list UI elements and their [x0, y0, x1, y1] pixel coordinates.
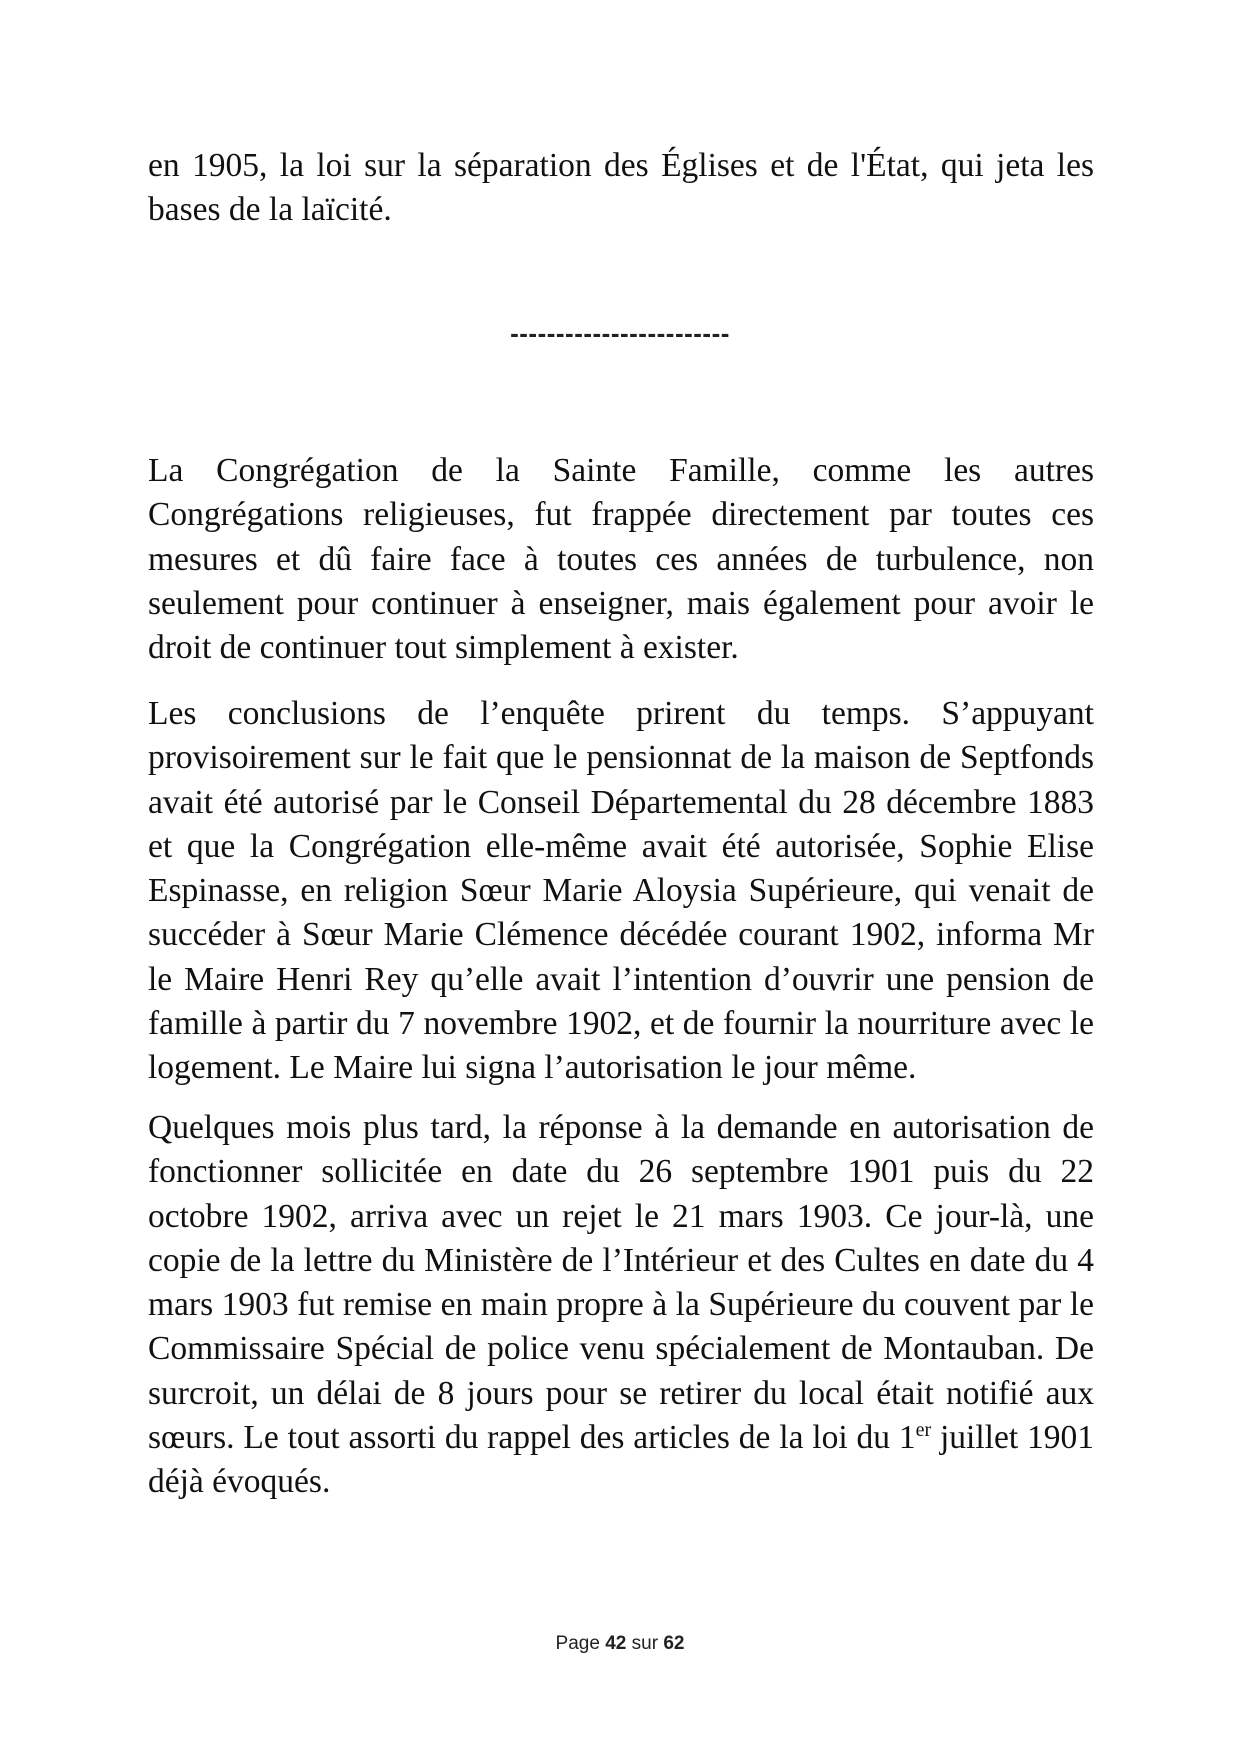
section-separator: ------------------------: [510, 318, 730, 348]
footer-of-word: sur: [631, 1633, 659, 1654]
footer-page-word: Page: [555, 1633, 600, 1654]
footer-page-number: 42: [605, 1633, 627, 1654]
paragraph-2: La Congrégation de la Sainte Famille, comme les autres Congrégations religieuses, fut frappée directement par toutes ces mesures et dû faire face à toutes ces années de turbulence, non seulement pour continuer à enseigner, mais également pour avoir le droit de continuer tout simplement à exister.: [148, 452, 1094, 667]
paragraph-4-superscript: er: [915, 1419, 932, 1442]
paragraph-4: [148, 1106, 1094, 1505]
paragraph-4-text-end: juillet 1901 déjà évoqués.: [148, 1419, 1095, 1501]
paragraph-1: en 1905, la loi sur la séparation des Églises et de l'État, qui jeta les bases de la laïcité.: [148, 147, 1094, 229]
footer-page-total: 62: [663, 1633, 685, 1654]
page-footer: [0, 1633, 1240, 1655]
paragraph-4-text-start: Quelques mois plus tard, la réponse à la demande en autorisation de fonctionner sollicitée en date du 26 septembre 1901 puis du 22 octobre 1902, arriva avec un rejet le 21 mars 1903. Ce jour-là, une copie de la lettre du Ministère de l’Intérieur et des Cultes en date du 4 mars 1903 fut remise en main propre à la Supérieure du couvent par le Commissaire Spécial de police venu spécialement de Montauban. De surcroit, un délai de 8 jours pour se retirer du local était notifié aux sœurs. Le tout assorti du rappel des articles de la loi du 1: [148, 1109, 1094, 1457]
paragraph-3: Les conclusions de l’enquête prirent du temps. S’appuyant provisoirement sur le fait que le pensionnat de la maison de Septfonds avait été autorisé par le Conseil Départemental du 28 décembre 1883 et que la Congrégation elle-même avait été autorisée, Sophie Elise Espinasse, en religion Sœur Marie Aloysia Supérieure, qui venait de succéder à Sœur Marie Clémence décédée courant 1902, informa Mr le Maire Henri Rey qu’elle avait l’intention d’ouvrir une pension de famille à partir du 7 novembre 1902, et de fournir la nourriture avec le logement. Le Maire lui signa l’autorisation le jour même.: [148, 695, 1094, 1087]
